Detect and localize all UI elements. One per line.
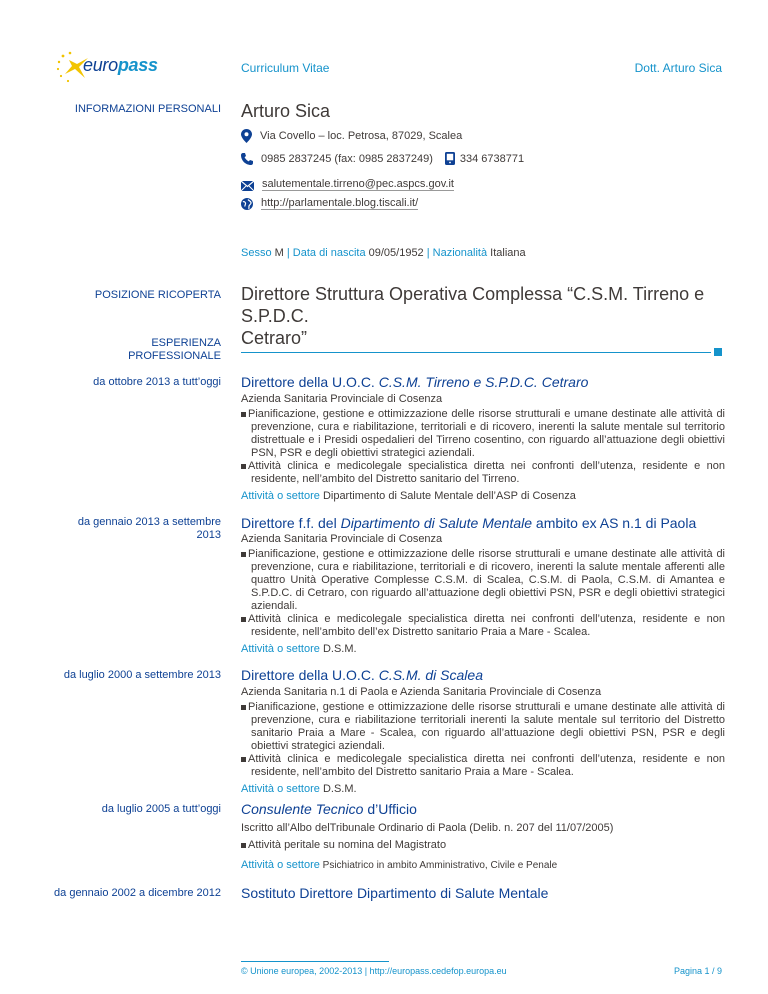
entry-date: da gennaio 2013 a settembre 2013 — [77, 516, 221, 541]
entry-bullets — [241, 839, 725, 852]
entry-date: da gennaio 2002 a dicembre 2012 — [54, 887, 221, 899]
mobile-phone-icon — [445, 152, 455, 165]
personal-details-row — [241, 247, 526, 259]
entry-sector: Attività o settore D.S.M. — [241, 783, 357, 795]
phone-icon — [241, 153, 253, 165]
address-text: Via Covello – loc. Petrosa, 87029, Scalea — [260, 130, 463, 142]
entry-title: Sostituto Direttore Dipartimento di Salute Mentale — [241, 885, 549, 901]
entry-title: Direttore della U.O.C. C.S.M. di Scalea — [241, 667, 483, 683]
location-pin-icon — [241, 129, 252, 143]
entry-date: da luglio 2005 a tutt’oggi — [101, 803, 221, 815]
email-icon — [241, 181, 254, 191]
position-title-line1: Direttore Struttura Operativa Complessa “C.S.M. Tirreno e S.P.D.C. — [241, 284, 705, 326]
entry-organization: Azienda Sanitaria Provinciale di Cosenza — [241, 533, 443, 545]
personal-info-label: INFORMAZIONI PERSONALI — [74, 103, 221, 115]
experience-label-line1: ESPERIENZA — [151, 337, 221, 349]
list-item: Pianificazione, gestione e ottimizzazione delle risorse strutturali e umane destinate alle attività di prevenzione, cura e riabilitazione, territoriali e di ricovero, inerenti la salute mentale sul territorio distrettuale e i Presidi ospedalieri del Tirreno cosentino, con riguardo all’attuazione degli obiettivi PSN, PSR e degli obiettivi strategici aziendali. — [241, 408, 725, 460]
email-link[interactable]: salutementale.tirreno@pec.aspcs.gov.it — [262, 177, 454, 190]
section-rule — [241, 352, 711, 353]
sex-label: Sesso — [241, 247, 272, 259]
phone-row — [241, 152, 524, 165]
entry-date: da luglio 2000 a settembre 2013 — [63, 669, 221, 681]
entry-bullets — [241, 408, 725, 486]
section-rule-square — [714, 348, 722, 356]
page-number: Pagina 1 / 9 — [673, 966, 722, 976]
entry-sector: Attività o settore Psichiatrico in ambito Amministrativo, Civile e Penale — [241, 859, 558, 871]
europass-wordmark: europass — [83, 55, 158, 75]
experience-label-line2: PROFESSIONALE — [128, 350, 221, 362]
entry-title: Direttore f.f. del Dipartimento di Salute Mentale ambito ex AS n.1 di Paola — [241, 515, 697, 531]
separator: | — [426, 247, 430, 259]
list-item: Pianificazione, gestione e ottimizzazione delle risorse strutturali e umane destinate alle attività di prevenzione, cura e riabilitazione territoriali inerenti la salute mentale sul territorio del Distretto sanitario Praia a Mare - Scalea, con riguardo all’attuazione degli obiettivi PSN, PSR e degli obiettivi strategici aziendali. — [241, 701, 725, 753]
list-item: Attività peritale su nomina del Magistrato — [241, 839, 725, 852]
website-link[interactable]: http://parlamentale.blog.tiscali.it/ — [261, 197, 419, 209]
position-title-line2: Cetraro” — [241, 328, 308, 348]
entry-bullets — [241, 701, 725, 779]
entry-title: Direttore della U.O.C. C.S.M. Tirreno e S.P.D.C. Cetraro — [241, 374, 589, 390]
nationality-value: Italiana — [490, 247, 526, 259]
list-item: Attività clinica e medicolegale specialistica diretta nei confronti dell’utenza, residente e non residente, nell’ambito dell’ex Distretto sanitario Praia a Mare - Scalea. — [241, 613, 725, 639]
entry-sector: Attività o settore D.S.M. — [241, 643, 357, 655]
sex-value: M — [274, 247, 284, 259]
entry-organization: Azienda Sanitaria n.1 di Paola e Azienda Sanitaria Provinciale di Cosenza — [241, 686, 602, 698]
footer-rule — [241, 961, 389, 962]
header-person-name: Dott. Arturo Sica — [634, 61, 722, 75]
person-name: Arturo Sica — [241, 101, 331, 121]
footer-copyright: © Unione europea, 2002-2013 | http://europass.cedefop.europa.eu — [241, 966, 507, 976]
entry-title: Consulente Tecnico d’Ufficio — [241, 801, 417, 817]
website-row — [241, 197, 418, 210]
position-label: POSIZIONE RICOPERTA — [94, 289, 221, 301]
website-globe-icon — [241, 198, 253, 210]
separator: | — [286, 247, 290, 259]
list-item: Attività clinica e medicolegale specialistica diretta nei confronti dell’utenza, residente e non residente, nell’ambito del Distretto sanitario del Tirreno. — [241, 460, 725, 486]
address-row — [241, 129, 462, 143]
phone-text: 0985 2837245 (fax: 0985 2837249) — [261, 152, 433, 165]
mobile-text: 334 6738771 — [459, 152, 525, 165]
nationality-label: Nazionalità — [432, 247, 488, 259]
entry-organization: Iscritto all’Albo delTribunale Ordinario di Paola (Delib. n. 207 del 11/07/2005) — [241, 822, 614, 834]
entry-sector: Attività o settore Dipartimento di Salute Mentale dell’ASP di Cosenza — [241, 490, 576, 502]
entry-bullets — [241, 548, 725, 639]
cv-label: Curriculum Vitae — [241, 61, 330, 75]
entry-date: da ottobre 2013 a tutt’oggi — [93, 376, 221, 388]
birth-value: 09/05/1952 — [368, 247, 424, 259]
list-item: Attività clinica e medicolegale specialistica diretta nei confronti dell’utenza, residente e non residente, nell’ambito del Distretto sanitario Praia a Mare - Scalea. — [241, 753, 725, 779]
experience-label — [128, 337, 221, 363]
position-title — [241, 283, 721, 349]
entry-organization: Azienda Sanitaria Provinciale di Cosenza — [241, 393, 443, 405]
list-item: Pianificazione, gestione e ottimizzazione delle risorse strutturali e umane destinate alle attività di prevenzione, cura e riabilitazione, territoriali e di ricovero, inerenti la salute mentale afferenti alle quattro Unità Operative Complesse C.S.M. di Scalea, C.S.M. di Paola, C.S.M. di Amantea e S.P.D.C. di Cetraro, con riguardo all’attuazione degli obiettivi PSN, PSR e degli obiettivi strategici aziendali. — [241, 548, 725, 613]
email-row — [241, 177, 454, 191]
birth-label: Data di nascita — [292, 247, 366, 259]
